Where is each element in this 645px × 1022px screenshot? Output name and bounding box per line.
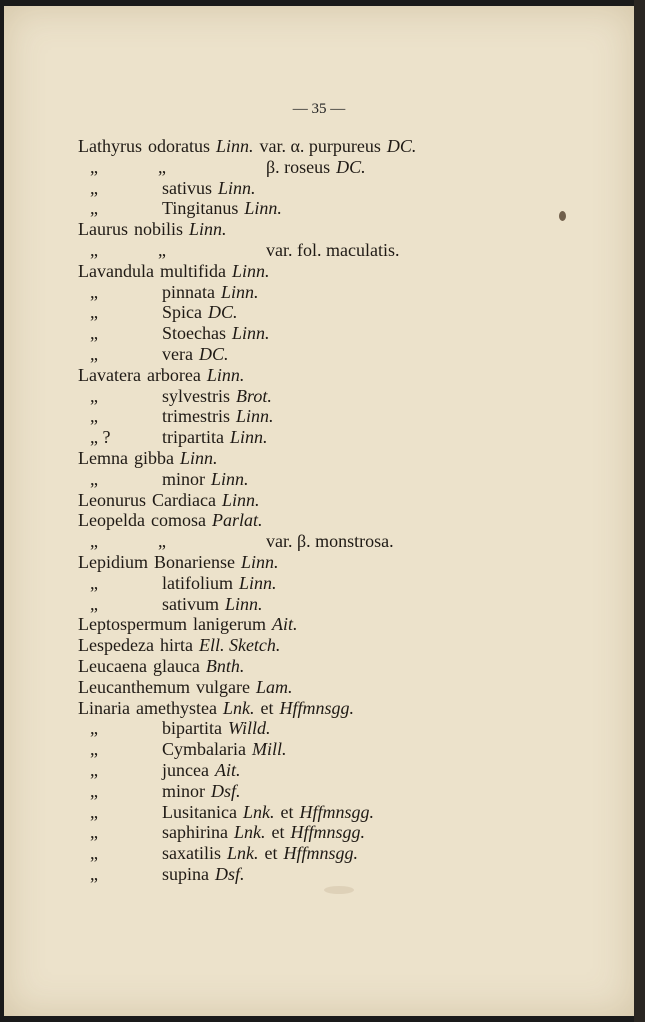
paper-stain	[559, 211, 566, 221]
ditto-mark: „	[90, 718, 98, 739]
list-item	[76, 802, 496, 823]
list-item	[76, 386, 496, 407]
author-citation: DC.	[208, 302, 238, 323]
variety-note: var. α. purpureus	[259, 136, 381, 156]
author-citation: Hffmnsgg.	[283, 843, 359, 864]
ditto-mark: „	[158, 239, 166, 260]
species-epithet: nobilis	[133, 219, 183, 240]
species-epithet: pinnata	[162, 281, 215, 302]
list-item	[76, 698, 496, 719]
author-citation: Linn.	[179, 447, 218, 468]
genus-name: Lavandula	[78, 260, 154, 281]
list-item	[76, 365, 496, 386]
author-citation: DC.	[386, 136, 417, 156]
author-citation: Lnk.	[242, 801, 275, 822]
author-citation: Linn.	[236, 406, 274, 427]
ditto-mark: „	[90, 343, 98, 364]
species-epithet: multifida	[159, 260, 226, 281]
author-citation: Linn.	[244, 198, 282, 219]
variety-note: β. roseus	[266, 156, 331, 177]
species-epithet: sativum	[162, 593, 219, 614]
ditto-mark: „	[90, 759, 98, 780]
species-epithet: tripartita	[162, 427, 224, 448]
author-citation: Linn.	[231, 260, 270, 281]
author-citation: Linn.	[229, 427, 268, 448]
list-item	[76, 302, 496, 323]
species-epithet: gibba	[133, 447, 174, 468]
species-epithet: arborea	[146, 364, 201, 385]
species-list	[76, 136, 496, 885]
list-item	[76, 552, 496, 573]
author-citation: Brot.	[236, 385, 272, 406]
ditto-mark: „	[90, 531, 98, 552]
author-citation: Ait.	[271, 614, 298, 635]
list-item	[76, 198, 496, 219]
author-citation: Hffmnsgg.	[290, 822, 365, 843]
author-citation: Lnk.	[233, 822, 266, 843]
author-citation: DC.	[336, 156, 366, 177]
ditto-mark: „	[90, 385, 98, 406]
list-item	[76, 843, 496, 864]
species-epithet: supina	[162, 863, 209, 884]
list-item	[76, 219, 496, 240]
list-item	[76, 822, 496, 843]
species-epithet: saxatilis	[162, 843, 221, 864]
ditto-mark: „	[90, 177, 98, 198]
list-item	[76, 760, 496, 781]
author-citation: Bnth.	[205, 655, 245, 676]
species-epithet: Stoechas	[162, 323, 226, 344]
species-epithet: vulgare	[195, 676, 250, 697]
page-number: — 35 —	[292, 101, 346, 117]
conjunction: et	[260, 697, 274, 718]
book-edge	[634, 0, 645, 1022]
list-item	[76, 427, 496, 448]
ditto-mark: „	[90, 156, 98, 177]
species-epithet: odoratus	[147, 136, 210, 156]
author-citation: Dsf.	[211, 780, 241, 801]
ditto-mark: „ ?	[90, 427, 111, 448]
species-epithet: vera	[162, 343, 193, 364]
species-epithet: lanigerum	[192, 614, 266, 635]
ditto-mark: „	[158, 156, 166, 177]
list-item	[76, 573, 496, 594]
author-citation: Ait.	[214, 759, 241, 780]
list-item	[76, 240, 496, 261]
ditto-mark: „	[90, 822, 98, 843]
species-epithet: juncea	[162, 759, 209, 780]
ditto-mark: „	[90, 863, 98, 884]
author-citation: Linn.	[240, 551, 279, 572]
ditto-mark: „	[90, 198, 98, 219]
ditto-mark: „	[90, 323, 98, 344]
list-item	[76, 718, 496, 739]
species-epithet: comosa	[150, 510, 206, 531]
list-item	[76, 656, 496, 677]
ditto-mark: „	[90, 406, 98, 427]
species-epithet: Spica	[162, 302, 202, 323]
author-citation: Lam.	[255, 676, 293, 697]
species-epithet: Bonariense	[154, 551, 235, 572]
genus-name: Lespedeza	[78, 635, 154, 656]
author-citation: Linn.	[218, 177, 256, 198]
author-citation: Mill.	[251, 739, 287, 760]
genus-name: Leopelda	[78, 510, 145, 531]
species-epithet: Tingitanus	[162, 198, 239, 219]
genus-name: Lemna	[78, 447, 128, 468]
author-citation: Linn.	[231, 323, 270, 344]
list-item	[76, 490, 496, 511]
list-item	[76, 531, 496, 552]
species-epithet: minor	[162, 780, 205, 801]
author-citation: Linn.	[215, 136, 254, 156]
species-epithet: sativus	[162, 177, 213, 198]
conjunction: et	[264, 843, 278, 864]
list-item	[76, 136, 496, 157]
ditto-mark: „	[90, 739, 98, 760]
list-item	[76, 614, 496, 635]
ditto-mark: „	[90, 302, 98, 323]
list-item	[76, 469, 496, 490]
list-item	[76, 178, 496, 199]
author-citation: Lnk.	[227, 843, 259, 864]
list-item	[76, 510, 496, 531]
author-citation: Linn.	[220, 281, 259, 302]
author-citation: Willd.	[227, 718, 271, 739]
author-citation: DC.	[198, 343, 229, 364]
ditto-mark: „	[90, 843, 98, 864]
list-item	[76, 406, 496, 427]
list-item	[76, 282, 496, 303]
species-epithet: Lusitanica	[162, 801, 237, 822]
ditto-mark: „	[90, 780, 98, 801]
species-epithet: latifolium	[162, 572, 233, 593]
author-citation: Hffmnsgg.	[279, 697, 354, 718]
list-item	[76, 864, 496, 885]
species-epithet: Cymbalaria	[162, 739, 246, 760]
author-citation: Linn.	[225, 593, 263, 614]
list-item	[76, 594, 496, 615]
species-epithet: hirta	[159, 635, 193, 656]
genus-name: Leucanthemum	[78, 676, 190, 697]
species-epithet: trimestris	[162, 406, 230, 427]
list-item	[76, 677, 496, 698]
book-page	[4, 6, 634, 1016]
ditto-mark: „	[158, 531, 166, 552]
list-item	[76, 157, 496, 178]
genus-name: Lepidium	[78, 551, 148, 572]
paper-stain	[324, 886, 354, 894]
species-epithet: minor	[162, 468, 205, 489]
list-item	[76, 635, 496, 656]
genus-name: Lavatera	[78, 364, 141, 385]
list-item	[76, 344, 496, 365]
author-citation: Parlat.	[211, 510, 263, 531]
variety-note: var. fol. maculatis.	[266, 239, 400, 260]
genus-name: Leucaena	[78, 655, 147, 676]
author-citation: Dsf.	[215, 863, 245, 884]
variety-note: var. β. monstrosa.	[266, 531, 394, 552]
author-citation: Linn.	[221, 489, 260, 510]
author-citation: Hffmnsgg.	[299, 801, 374, 822]
species-epithet: glauca	[152, 655, 200, 676]
genus-name: Leptospermum	[78, 614, 187, 635]
ditto-mark: „	[90, 239, 98, 260]
author-citation: Ell. Sketch.	[198, 635, 281, 656]
ditto-mark: „	[90, 801, 98, 822]
author-citation: Linn.	[211, 468, 249, 489]
ditto-mark: „	[90, 468, 98, 489]
species-epithet: amethystea	[135, 697, 217, 718]
list-item	[76, 261, 496, 282]
ditto-mark: „	[90, 593, 98, 614]
genus-name: Linaria	[78, 697, 130, 718]
list-item	[76, 781, 496, 802]
genus-name: Laurus	[78, 219, 128, 240]
author-citation: Lnk.	[222, 697, 255, 718]
species-epithet: bipartita	[162, 718, 222, 739]
author-citation: Linn.	[239, 572, 277, 593]
author-citation: Linn.	[189, 219, 227, 240]
genus-name: Leonurus	[78, 489, 146, 510]
ditto-mark: „	[90, 572, 98, 593]
species-epithet: Cardiaca	[151, 489, 216, 510]
author-citation: Linn.	[206, 364, 245, 385]
ditto-mark: „	[90, 281, 98, 302]
species-epithet: saphirina	[162, 822, 228, 843]
list-item	[76, 739, 496, 760]
conjunction: et	[271, 822, 285, 843]
conjunction: et	[280, 801, 294, 822]
list-item	[76, 323, 496, 344]
list-item	[76, 448, 496, 469]
genus-name: Lathyrus	[78, 136, 142, 156]
species-epithet: sylvestris	[162, 385, 231, 406]
